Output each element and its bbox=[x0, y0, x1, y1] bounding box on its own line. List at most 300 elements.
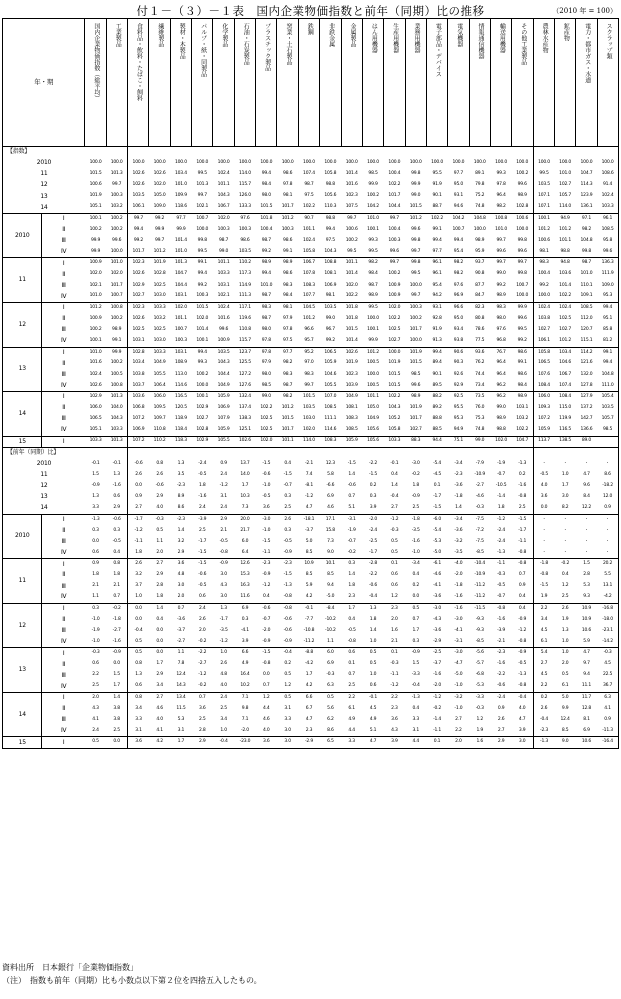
value-cell: 118.3 bbox=[170, 436, 191, 447]
value-cell: -0.6 bbox=[106, 514, 127, 525]
value-cell: -2.3 bbox=[256, 559, 277, 570]
value-cell: 95.0 bbox=[453, 315, 464, 321]
value-cell: 99.7 bbox=[512, 258, 533, 269]
value-cell: 106.4 bbox=[153, 382, 166, 388]
value-cell: 0.1 bbox=[426, 737, 447, 748]
value-cell: 3.6 bbox=[533, 492, 554, 503]
table-row bbox=[3, 392, 619, 403]
value-cell: 105.9 bbox=[217, 427, 230, 433]
blank-cell bbox=[320, 447, 341, 458]
value-cell: -4.0 bbox=[448, 559, 469, 570]
value-cell: 110.3 bbox=[324, 204, 337, 210]
value-cell: 101.4 bbox=[345, 171, 358, 177]
value-cell: 102.7 bbox=[533, 325, 554, 336]
value-cell: 1.4 bbox=[391, 483, 398, 489]
table-row bbox=[3, 737, 619, 748]
value-cell: 100.0 bbox=[597, 158, 618, 169]
value-cell: 111.1 bbox=[324, 416, 337, 422]
value-cell: 99.4 bbox=[192, 347, 213, 358]
column-header bbox=[490, 19, 511, 147]
value-cell: -1.9 bbox=[497, 460, 506, 466]
value-cell: 6.1 bbox=[533, 637, 554, 648]
value-cell: 115.0 bbox=[559, 405, 572, 411]
value-cell: 107.2 bbox=[128, 414, 149, 425]
value-cell: 103.4 bbox=[174, 171, 187, 177]
value-cell: -1.6 bbox=[497, 616, 506, 622]
value-cell: 2.5 bbox=[348, 683, 355, 689]
value-cell: 1.8 bbox=[128, 548, 149, 559]
value-cell: 10.6 bbox=[581, 627, 592, 633]
value-cell: 2.2 bbox=[455, 727, 462, 733]
value-cell: 3.6 bbox=[170, 559, 191, 570]
value-cell: 100.2 bbox=[409, 315, 422, 321]
value-cell: 99.4 bbox=[432, 237, 442, 243]
column-header bbox=[149, 19, 170, 147]
value-cell: 102.4 bbox=[303, 237, 315, 243]
table-row bbox=[3, 681, 619, 692]
value-cell: 2.7 bbox=[455, 716, 462, 722]
value-cell: 97.5 bbox=[283, 337, 293, 343]
value-cell: 132.4 bbox=[234, 392, 255, 403]
value-cell: -4.1 bbox=[433, 583, 442, 589]
value-cell: 103.3 bbox=[110, 427, 123, 433]
table-row bbox=[3, 458, 619, 469]
value-cell: 2.6 bbox=[156, 471, 163, 477]
value-cell: -0.3 bbox=[390, 527, 399, 533]
value-cell: 5.0 bbox=[305, 538, 313, 544]
value-cell: 100.0 bbox=[533, 158, 554, 169]
column-header-label: 鉱産物 bbox=[562, 23, 570, 41]
year-cell: 15 bbox=[3, 436, 42, 447]
value-cell: 7.3 bbox=[241, 505, 249, 511]
value-cell: 98.2 bbox=[581, 226, 592, 232]
table-row bbox=[3, 570, 619, 581]
value-cell: 107.2 bbox=[533, 414, 554, 425]
value-cell: 6.6 bbox=[234, 648, 255, 659]
value-cell: 99.9 bbox=[106, 347, 127, 358]
value-cell: 101.4 bbox=[196, 327, 209, 333]
value-cell: 0.0 bbox=[106, 737, 127, 748]
value-cell: 100.1 bbox=[367, 327, 379, 333]
value-cell: 1.2 bbox=[256, 692, 277, 703]
value-cell: 98.6 bbox=[283, 237, 293, 243]
value-cell: 100.6 bbox=[89, 182, 102, 188]
value-cell: 73.4 bbox=[475, 382, 485, 388]
value-cell: 99.8 bbox=[517, 271, 527, 277]
value-cell: 100.0 bbox=[409, 282, 422, 288]
value-cell: 99.4 bbox=[128, 224, 149, 235]
value-cell: 102.4 bbox=[554, 302, 575, 313]
value-cell: 88.5 bbox=[432, 427, 442, 433]
value-cell: 8.1 bbox=[583, 716, 590, 722]
value-cell: 100.2 bbox=[110, 226, 123, 232]
value-cell: -3.7 bbox=[433, 661, 442, 667]
value-cell: -1.9 bbox=[91, 627, 100, 633]
column-header bbox=[576, 19, 597, 147]
value-cell: 91.9 bbox=[432, 327, 442, 333]
value-cell: 101.6 bbox=[345, 182, 358, 188]
value-cell: -3.6 bbox=[433, 627, 442, 633]
value-cell: 106.5 bbox=[533, 358, 554, 369]
value-cell: 123.9 bbox=[580, 193, 593, 199]
period-cell: Ⅲ bbox=[42, 715, 85, 726]
value-cell: 102.4 bbox=[89, 371, 102, 377]
value-cell: 12.4 bbox=[560, 716, 570, 722]
value-cell: 4.2 bbox=[149, 737, 170, 748]
value-cell: 1.2 bbox=[561, 583, 569, 589]
value-cell: -8.4 bbox=[320, 603, 341, 614]
value-cell: 98.9 bbox=[405, 392, 426, 403]
period-cell: Ⅲ bbox=[42, 581, 85, 592]
value-cell: -18.2 bbox=[597, 481, 618, 492]
value-cell: 99.2 bbox=[128, 236, 149, 247]
year-cell: 14 bbox=[3, 692, 42, 737]
value-cell: 102.6 bbox=[234, 436, 255, 447]
value-cell: 2.7 bbox=[149, 559, 170, 570]
value-cell: 0.4 bbox=[561, 572, 569, 578]
value-cell: -2.0 bbox=[454, 572, 463, 578]
value-cell: 125.1 bbox=[239, 427, 251, 433]
value-cell: -0.8 bbox=[518, 549, 527, 555]
value-cell: 4.7 bbox=[583, 471, 590, 477]
value-cell: 101.2 bbox=[559, 226, 572, 232]
value-cell: 100.2 bbox=[89, 226, 102, 232]
value-cell: 98.2 bbox=[448, 258, 469, 269]
value-cell: 3.3 bbox=[284, 716, 291, 722]
value-cell: 104.3 bbox=[388, 405, 401, 411]
value-cell: -5.4 bbox=[433, 460, 442, 466]
value-cell: 99.0 bbox=[256, 392, 277, 403]
value-cell: -5.4 bbox=[433, 527, 442, 533]
value-cell: 97.9 bbox=[283, 315, 293, 321]
value-cell: 1.8 bbox=[369, 616, 377, 622]
value-cell: 4.5 bbox=[533, 670, 554, 681]
value-cell: 98.5 bbox=[261, 382, 271, 388]
value-cell: 3.2 bbox=[128, 570, 149, 581]
value-cell: 101.7 bbox=[409, 327, 422, 333]
column-header bbox=[448, 19, 469, 147]
value-cell: 99.0 bbox=[411, 193, 421, 199]
value-cell: 105.1 bbox=[89, 427, 102, 433]
value-cell: 110.8 bbox=[153, 427, 166, 433]
value-cell: 82.3 bbox=[469, 302, 490, 313]
value-cell: -1.5 bbox=[533, 581, 554, 592]
value-cell: 100.2 bbox=[106, 213, 127, 224]
period-cell: Ⅱ bbox=[42, 704, 85, 715]
value-cell: 98.6 bbox=[240, 237, 250, 243]
column-header bbox=[384, 19, 405, 147]
value-cell: 0.9 bbox=[497, 705, 505, 711]
value-cell: 100.0 bbox=[580, 159, 593, 165]
value-cell: 95.2 bbox=[298, 347, 319, 358]
value-cell: 3.0 bbox=[284, 727, 291, 733]
value-cell: -1.2 bbox=[384, 514, 405, 525]
value-cell: 4.7 bbox=[305, 505, 313, 511]
value-cell: 1.7 bbox=[170, 737, 191, 748]
value-cell: 105.9 bbox=[324, 360, 337, 366]
column-header-label: その他工業製品 bbox=[519, 23, 527, 65]
value-cell: -0.2 bbox=[554, 559, 575, 570]
value-cell: 5.0 bbox=[554, 692, 575, 703]
value-cell: 102.2 bbox=[426, 213, 447, 224]
value-cell: -4.1 bbox=[454, 627, 463, 633]
value-cell: 5.5 bbox=[597, 570, 618, 581]
value-cell: 107.4 bbox=[303, 171, 315, 177]
column-header bbox=[320, 19, 341, 147]
value-cell: 2.1 bbox=[391, 638, 398, 644]
value-cell: 4.3 bbox=[92, 705, 99, 711]
value-cell: 103.1 bbox=[516, 405, 529, 411]
value-cell: -23.1 bbox=[597, 626, 618, 637]
value-cell: -1.3 bbox=[533, 737, 554, 748]
value-cell: -0.9 bbox=[512, 648, 533, 659]
section-label: 【前年（同期）比】 bbox=[3, 447, 85, 458]
value-cell: 7.1 bbox=[234, 692, 255, 703]
blank-cell bbox=[85, 447, 106, 458]
value-cell: 100.0 bbox=[196, 382, 209, 388]
column-header bbox=[213, 19, 234, 147]
value-cell: -23.0 bbox=[234, 737, 255, 748]
value-cell: 100.0 bbox=[388, 159, 401, 165]
value-cell: 0.0 bbox=[263, 672, 270, 678]
value-cell: 102.7 bbox=[388, 337, 401, 343]
value-cell: 3.4 bbox=[220, 716, 227, 722]
value-cell: 4.3 bbox=[220, 583, 227, 589]
value-cell: 2.9 bbox=[177, 549, 185, 555]
value-cell: -2.5 bbox=[426, 648, 447, 659]
value-cell: -1.5 bbox=[262, 538, 271, 544]
value-cell: 4.0 bbox=[156, 505, 163, 511]
period-cell: Ⅲ bbox=[42, 670, 85, 681]
value-cell: -1.7 bbox=[433, 494, 442, 500]
table-row bbox=[3, 559, 619, 570]
value-cell: -0.1 bbox=[112, 460, 121, 466]
value-cell: 100.5 bbox=[367, 382, 379, 388]
blank-cell bbox=[384, 147, 405, 158]
value-cell: 100.7 bbox=[174, 327, 187, 333]
value-cell: 0.4 bbox=[391, 471, 398, 477]
value-cell: -3.0 bbox=[256, 514, 277, 525]
value-cell: 3.0 bbox=[220, 594, 227, 600]
value-cell: 2.5 bbox=[92, 683, 99, 689]
value-cell: -4.6 bbox=[475, 494, 484, 500]
period-cell: Ⅳ bbox=[42, 291, 85, 302]
value-cell: 100.1 bbox=[85, 213, 106, 224]
value-cell: 0.4 bbox=[348, 616, 355, 622]
value-cell: 2.2 bbox=[533, 681, 554, 692]
value-cell: 10.9 bbox=[576, 603, 597, 614]
value-cell: 103.1 bbox=[174, 293, 187, 299]
column-header bbox=[362, 19, 383, 147]
value-cell: ・ bbox=[562, 549, 568, 555]
value-cell: -5.3 bbox=[475, 683, 484, 689]
value-cell: -0.6 bbox=[155, 483, 164, 489]
value-cell: -0.9 bbox=[91, 483, 100, 489]
value-cell: -0.9 bbox=[262, 572, 271, 578]
value-cell: 100.0 bbox=[89, 159, 102, 165]
value-cell: 97.7 bbox=[170, 213, 191, 224]
value-cell: -1.3 bbox=[85, 514, 106, 525]
value-cell: -0.5 bbox=[198, 471, 207, 477]
value-cell: 101.5 bbox=[388, 382, 401, 388]
value-cell: 103.3 bbox=[217, 271, 230, 277]
value-cell: 0.9 bbox=[128, 492, 149, 503]
value-cell: 1.1 bbox=[92, 594, 99, 600]
value-cell: 102.2 bbox=[345, 293, 358, 299]
period-cell: 14 bbox=[3, 503, 85, 514]
value-cell: -18.1 bbox=[298, 514, 319, 525]
value-cell: -2.3 bbox=[170, 514, 191, 525]
value-cell: 99.1 bbox=[432, 226, 442, 232]
value-cell: 98.9 bbox=[368, 293, 378, 299]
value-cell: 99.9 bbox=[512, 302, 533, 313]
value-cell: -1.8 bbox=[405, 514, 426, 525]
value-cell: 1.5 bbox=[92, 471, 99, 477]
value-cell: 99.1 bbox=[597, 347, 618, 358]
value-cell: -0.9 bbox=[518, 616, 527, 622]
value-cell: -0.5 bbox=[283, 538, 292, 544]
table-row bbox=[3, 581, 619, 592]
value-cell: 0.6 bbox=[341, 648, 362, 659]
value-cell: -4.2 bbox=[305, 661, 313, 667]
value-cell: 102.9 bbox=[128, 280, 149, 291]
value-cell: 8.4 bbox=[583, 494, 590, 500]
value-cell: 1.0 bbox=[369, 672, 377, 678]
value-cell: 11.6 bbox=[240, 594, 250, 600]
value-cell: 2.7 bbox=[128, 503, 149, 514]
value-cell: 99.7 bbox=[496, 237, 506, 243]
value-cell: -0.2 bbox=[198, 683, 207, 689]
value-cell: 93.1 bbox=[426, 302, 447, 313]
value-cell: 116.5 bbox=[559, 427, 572, 433]
value-cell: 100.0 bbox=[367, 159, 379, 165]
value-cell: 97.8 bbox=[256, 347, 277, 358]
value-cell: 102.7 bbox=[128, 291, 149, 302]
value-cell: 108.4 bbox=[554, 392, 575, 403]
value-cell: -0.3 bbox=[497, 572, 506, 578]
value-cell: 99.5 bbox=[368, 248, 378, 254]
value-cell: 2.7 bbox=[533, 659, 554, 670]
blank-cell bbox=[426, 147, 447, 158]
value-cell: -0.5 bbox=[219, 538, 228, 544]
value-cell: 12.3 bbox=[325, 460, 335, 466]
value-cell: 100.4 bbox=[388, 226, 401, 232]
value-cell: -2.7 bbox=[176, 638, 185, 644]
value-cell: 99.5 bbox=[197, 171, 207, 177]
value-cell: 105.6 bbox=[362, 436, 383, 447]
value-cell: 101.3 bbox=[106, 436, 127, 447]
value-cell: 95.4 bbox=[432, 282, 442, 288]
value-cell: 98.8 bbox=[560, 248, 570, 254]
value-cell: 3.1 bbox=[284, 705, 291, 711]
value-cell: 5.6 bbox=[327, 705, 334, 711]
value-cell: 2.8 bbox=[156, 583, 163, 589]
value-cell: 99.0 bbox=[325, 315, 335, 321]
value-cell: 4.1 bbox=[597, 704, 618, 715]
period-cell: Ⅱ bbox=[42, 403, 85, 414]
value-cell: -6.0 bbox=[426, 514, 447, 525]
column-header-label: 石油・石炭製品 bbox=[242, 23, 250, 65]
value-cell: 101.9 bbox=[409, 405, 422, 411]
value-cell: 10.1 bbox=[320, 559, 341, 570]
value-cell: 99.7 bbox=[304, 382, 314, 388]
value-cell: 9.9 bbox=[561, 705, 569, 711]
value-cell: 97.5 bbox=[304, 193, 314, 199]
value-cell: 100.1 bbox=[533, 213, 554, 224]
value-cell: 91.3 bbox=[432, 337, 442, 343]
value-cell: -3.1 bbox=[454, 638, 463, 644]
period-cell: Ⅱ bbox=[42, 224, 85, 235]
value-cell: 103.5 bbox=[128, 191, 149, 202]
value-cell: -0.5 bbox=[533, 470, 554, 481]
value-cell: 106.9 bbox=[217, 405, 230, 411]
value-cell: 1.1 bbox=[156, 538, 163, 544]
value-cell: -1.3 bbox=[283, 583, 292, 589]
value-cell: 101.4 bbox=[559, 282, 572, 288]
column-header-label: 鉄鋼 bbox=[306, 23, 314, 35]
value-cell: 8.6 bbox=[177, 505, 185, 511]
value-cell: 100.0 bbox=[217, 159, 230, 165]
value-cell: 108.5 bbox=[597, 224, 618, 235]
value-cell: 6.9 bbox=[327, 661, 334, 667]
value-cell: -10.8 bbox=[303, 627, 315, 633]
table-row bbox=[3, 659, 619, 670]
value-cell: 2.0 bbox=[177, 594, 185, 600]
value-cell: 103.8 bbox=[533, 314, 554, 325]
period-cell: Ⅳ bbox=[42, 336, 85, 347]
value-cell: 103.5 bbox=[533, 180, 554, 191]
value-cell: 99.5 bbox=[411, 271, 421, 277]
value-cell: 105.1 bbox=[89, 204, 102, 210]
blank-cell bbox=[448, 447, 469, 458]
value-cell: 76.7 bbox=[490, 347, 511, 358]
value-cell: -1.0 bbox=[454, 705, 463, 711]
value-cell: 103.1 bbox=[128, 336, 149, 347]
value-cell: 100.0 bbox=[303, 159, 315, 165]
value-cell: 104.6 bbox=[559, 360, 572, 366]
value-cell: 100.2 bbox=[388, 271, 401, 277]
column-header-label: 化学製品 bbox=[220, 23, 228, 47]
table-row bbox=[3, 169, 619, 180]
value-cell: 102.8 bbox=[516, 204, 529, 210]
value-cell: 2.6 bbox=[128, 559, 149, 570]
value-cell: 89.1 bbox=[475, 171, 485, 177]
value-cell: 100.9 bbox=[85, 258, 106, 269]
value-cell: -0.6 bbox=[198, 572, 207, 578]
value-cell: 101.1 bbox=[213, 258, 234, 269]
value-cell: ・ bbox=[554, 514, 575, 525]
value-cell: -3.0 bbox=[426, 603, 447, 614]
value-cell: 105.9 bbox=[213, 392, 234, 403]
value-cell: 20.0 bbox=[234, 514, 255, 525]
value-cell: 4.2 bbox=[305, 594, 313, 600]
value-cell: 0.5 bbox=[405, 603, 426, 614]
value-cell: -3.0 bbox=[454, 616, 463, 622]
value-cell: 94.8 bbox=[554, 258, 575, 269]
value-cell: 102.0 bbox=[303, 427, 315, 433]
value-cell: 16.4 bbox=[240, 672, 250, 678]
value-cell: 101.9 bbox=[345, 360, 358, 366]
value-cell: 75.1 bbox=[448, 436, 469, 447]
table-row bbox=[3, 280, 619, 291]
value-cell: 100.0 bbox=[110, 248, 123, 254]
value-cell: 0.6 bbox=[391, 583, 398, 589]
value-cell: 98.8 bbox=[325, 182, 335, 188]
value-cell: -3.7 bbox=[305, 527, 313, 533]
value-cell: 73.5 bbox=[469, 392, 490, 403]
value-cell: 98.0 bbox=[261, 193, 271, 199]
value-cell: 102.2 bbox=[388, 315, 401, 321]
